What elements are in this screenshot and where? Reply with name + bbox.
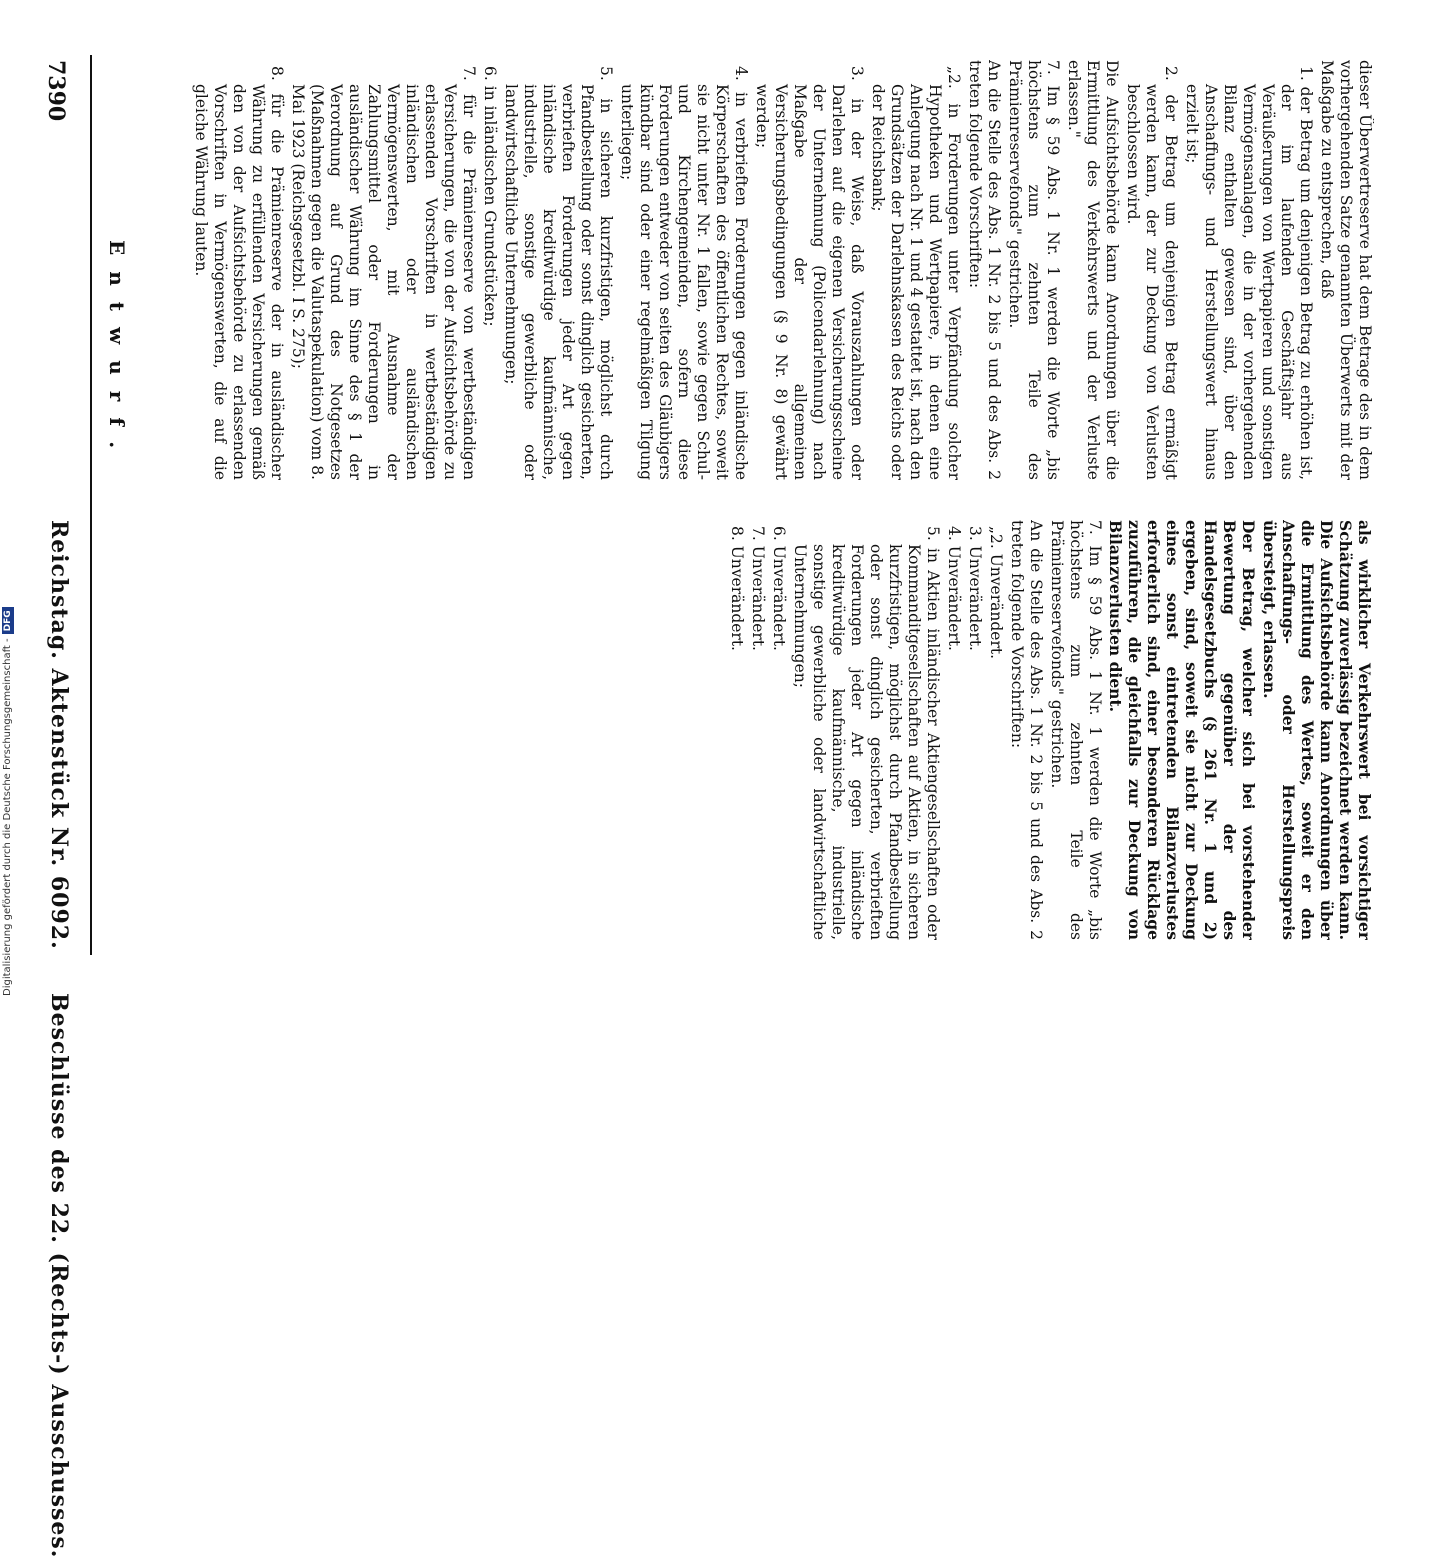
left-para: Die Aufsichtsbehörde kann Anordnungen über die Ermittlung des Verkehrswerts und der Verluste erlassen." — [1065, 60, 1121, 480]
right-para: 3. Unverändert. — [966, 526, 984, 651]
right-para: An die Stelle des Abs. 1 Nr. 2 bis 5 und des Abs. 2 treten folgende Vorschriften: — [1008, 520, 1045, 940]
left-para: 4. in verbrieften Forderungen gegen inländische Körperschaften des öffentlichen Rechtes, soweit sie nicht unter Nr. 1 fallen, sowie gegen Schul- und Kirchengemeinden, sofern diese Forderungen entweder von seiten des Gläubigers kündbar sind oder einer regelmäßigen Tilgung unterliegen; — [618, 66, 750, 480]
footer-credit: Digitalisierung gefördert durch die Deutsche Forschungsgemeinschaft - — [2, 638, 13, 996]
right-para: 7. Im § 59 Abs. 1 Nr. 1 werden die Worte „bis höchstens zum zehnten Teile des Prämienreservefonds" gestrichen. — [1048, 520, 1104, 940]
footer — [2, 4, 20, 996]
right-para: 7. Unverändert. — [749, 526, 767, 651]
left-para: 2. der Betrag um denjenigen Betrag ermäßigt werden kann, der zur Deckung von Verlusten beschlossen wird. — [1124, 66, 1180, 480]
running-head-left: Reichstag. Aktenstück Nr. 6092. — [46, 520, 72, 950]
left-para: 8. für die Prämienreserve der in ausländischer Währung zu erfüllenden Versicherungen gemäß den von der Aufsichtsbehörde zu erlassenden Vorschriften in Vermögenswerten, die auf die gleiche Währung lauten. — [192, 66, 286, 480]
left-para: 1. der Betrag um denjenigen Betrag zu erhöhen ist, der im laufenden Geschäftsjahr aus Veräußerungen von Wertpapieren und sonstigen Vermögensanlagen, die in der vorhergehenden Bilanz enthalten gewesen sind, über den Anschaffungs- und Herstellungswert hinaus erzielt ist; — [1183, 66, 1315, 480]
page-number: 7390 — [43, 60, 69, 122]
running-head-right: Beschlüsse des 22. (Rechts-) Ausschusses. — [46, 993, 72, 1558]
right-para: „2. Unverändert. — [987, 526, 1005, 660]
left-para: 7. Im § 59 Abs. 1 Nr. 1 werden die Worte „bis höchstens zum zehnten Teile des Prämienreservefonds" gestrichen. — [1006, 60, 1062, 480]
footer-text — [2, 4, 20, 996]
left-para: dieser Überwertreserve hat dem Betrage des in dem vorhergehenden Satze genannten Überwerts mit der Maßgabe zu entsprechen, daß — [1318, 60, 1374, 480]
running-head — [46, 520, 72, 1558]
header-rule — [90, 55, 92, 955]
dfg-logo-icon: DFG — [2, 607, 14, 634]
right-column — [144, 520, 1374, 940]
right-para: Der Betrag, welcher sich bei vorstehender Bewertung gegenüber der des Handelsgesetzbuchs (§ 261 Nr. 1 und 2) ergeben, sind, soweit sie nicht zur Deckung eines sonst eintretenden Bilanzverlustes erforderlich sind, einer besonderen Rücklage zuzuführen, die gleichfalls zur Deckung von Bilanzverlusten dient. — [1106, 520, 1258, 940]
left-para: „2. in Forderungen unter Verpfändung solcher Hypotheken und Wertpapiere, in denen eine Anlegung nach Nr. 1 und 4 gestattet ist, nach den Grundsätzen der Darlehnskassen des Reichs oder der Reichsbank; — [869, 66, 963, 480]
right-para: als wirklicher Verkehrswert bei vorsichtiger Schätzung zuverlässig bezeichnet werden kann. Die Aufsichtsbehörde kann Anordnungen über die Ermittlung des Wertes, soweit er den Anschaffungs- oder Herstellungspreis übersteigt, erlassen. — [1260, 520, 1374, 940]
left-para: 6. in inländischen Grundstücken; — [481, 66, 499, 327]
left-para: An die Stelle des Abs. 1 Nr. 2 bis 5 und des Abs. 2 treten folgende Vorschriften: — [966, 60, 1003, 480]
right-para: 5. in Aktien inländischer Aktiengesellschaften oder Kommanditgesellschaften auf Aktien, in sicheren kurzfristigen, möglichst durch Pfandbestellung oder sonst dinglich gesicherten, verbrieften Forderungen jeder Art gegen inländische kreditwürdige kaufmännische, industrielle, sonstige gewerbliche oder landwirtschaftliche Unternehmungen; — [791, 526, 942, 940]
left-para: 3. in der Weise, daß Vorauszahlungen oder Darlehen auf die eigenen Versicherungsscheine der Unternehmung (Policendarlehnung) nach Maßgabe der allgemeinen Versicherungsbedingungen (§ 9 Nr. 8) gewährt werden; — [753, 66, 866, 480]
left-column — [144, 60, 1374, 480]
right-para: 8. Unverändert. — [728, 526, 746, 651]
right-para: 6. Unverändert. — [770, 526, 788, 651]
right-para: 4. Unverändert. — [945, 526, 963, 651]
entwurf-title: Entwurf. — [105, 240, 129, 465]
left-para: 5. in sicheren kurzfristigen, möglichst durch Pfandbestellung oder sonst dinglich gesicherten, verbrieften Forderungen jeder Art gegen inländische kreditwürdige kaufmännische, industrielle, sonstige gewerbliche oder landwirtschaftliche Unternehmungen; — [502, 66, 615, 480]
left-para: 7. für die Prämienreserve von wertbeständigen Versicherungen, die von der Aufsichtsbehörde zu erlassenden Vorschriften in wertbeständigen inländischen oder ausländischen Vermögenswerten, mit Ausnahme der Zahlungsmittel oder Forderungen in ausländischer Währung im Sinne des § 1 der Verordnung auf Grund des Notgesetzes (Maßnahmen gegen die Valutaspekulation) vom 8. Mai 1923 (Reichsgesetzbl. I S. 275); — [289, 66, 478, 480]
